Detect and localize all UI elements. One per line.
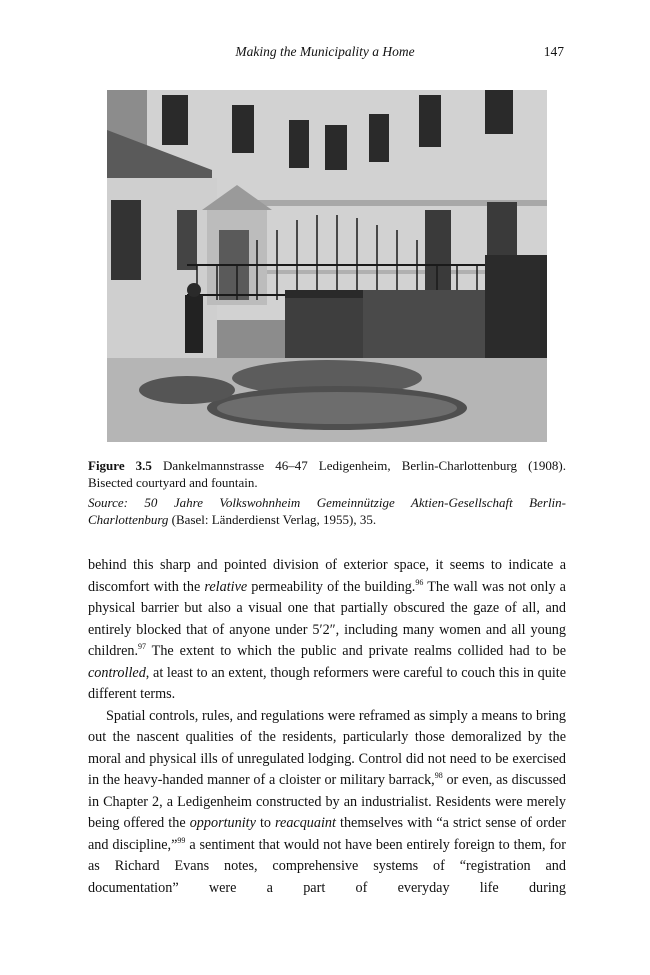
text-run: themselves with “a strict sense of order and discipline,” [88,815,566,853]
text-run: permeability of the building. [247,578,416,595]
emphasis: reacquaint [275,815,336,831]
text-run: a sentiment that would not have been entirely foreign to them, for as Richard Evans notes, comprehensive systems of “registration and documentation” were a part of everyday life during [88,836,566,896]
source-label: Source: [88,495,128,510]
footnote-ref: 96 [415,577,424,587]
emphasis: controlled [88,664,146,681]
running-title: Making the Municipality a Home [235,44,415,59]
figure-label: Figure 3.5 [88,458,152,473]
paragraph [88,706,566,900]
text-run: to [255,815,276,831]
paragraph [88,555,566,706]
text-run: The extent to which the public and private realms collided had to be [146,643,566,659]
body-text [88,555,566,899]
figure-caption-main [88,457,566,491]
caption-text: Dankelmannstrasse 46–47 Ledigenheim, Berlin-Charlottenburg (1908). Bisected courtyard and fountain. [88,458,567,490]
page-number: 147 [543,44,564,59]
courtyard-photograph [107,90,547,442]
source-title: 50 Jahre Volkswohnheim Gemeinnützige Aktien-Gesellschaft Berlin-Charlottenburg [88,495,566,527]
text-run: Spatial controls, rules, and regulations were reframed as simply a means to bring out the nascent qualities of the residents, particularly those demoralized by the moral and physical ills of unregulated lodging. Control did not need to be exercised in the heavy-handed manner of a cloister or military barrack, [88,707,566,788]
emphasis: opportunity [189,815,256,831]
text-run: , at least to an extent, though reformers were careful to couch this in quite different terms. [88,664,566,702]
text-run: The wall was not only a physical barrier but also a visual one that partially obscured the gaze of all, and entirely blocked that of anyone under 5′2″, including many women and all young children. [88,578,566,659]
footnote-ref: 99 [177,835,186,845]
text-run: or even, as discussed in Chapter 2, a Ledigenheim constructed by an industrialist. Residents were merely being offered the [88,772,566,831]
figure-source [88,494,566,528]
running-head [0,44,650,64]
source-publication: (Basel: Länderdienst Verlag, 1955), 35. [171,512,377,527]
footnote-ref: 97 [138,642,147,651]
emphasis: relative [204,578,248,595]
text-run: behind this sharp and pointed division of exterior space, it seems to indicate a discomfort with the [88,557,566,595]
figure-caption [88,457,566,528]
footnote-ref: 98 [434,771,443,780]
